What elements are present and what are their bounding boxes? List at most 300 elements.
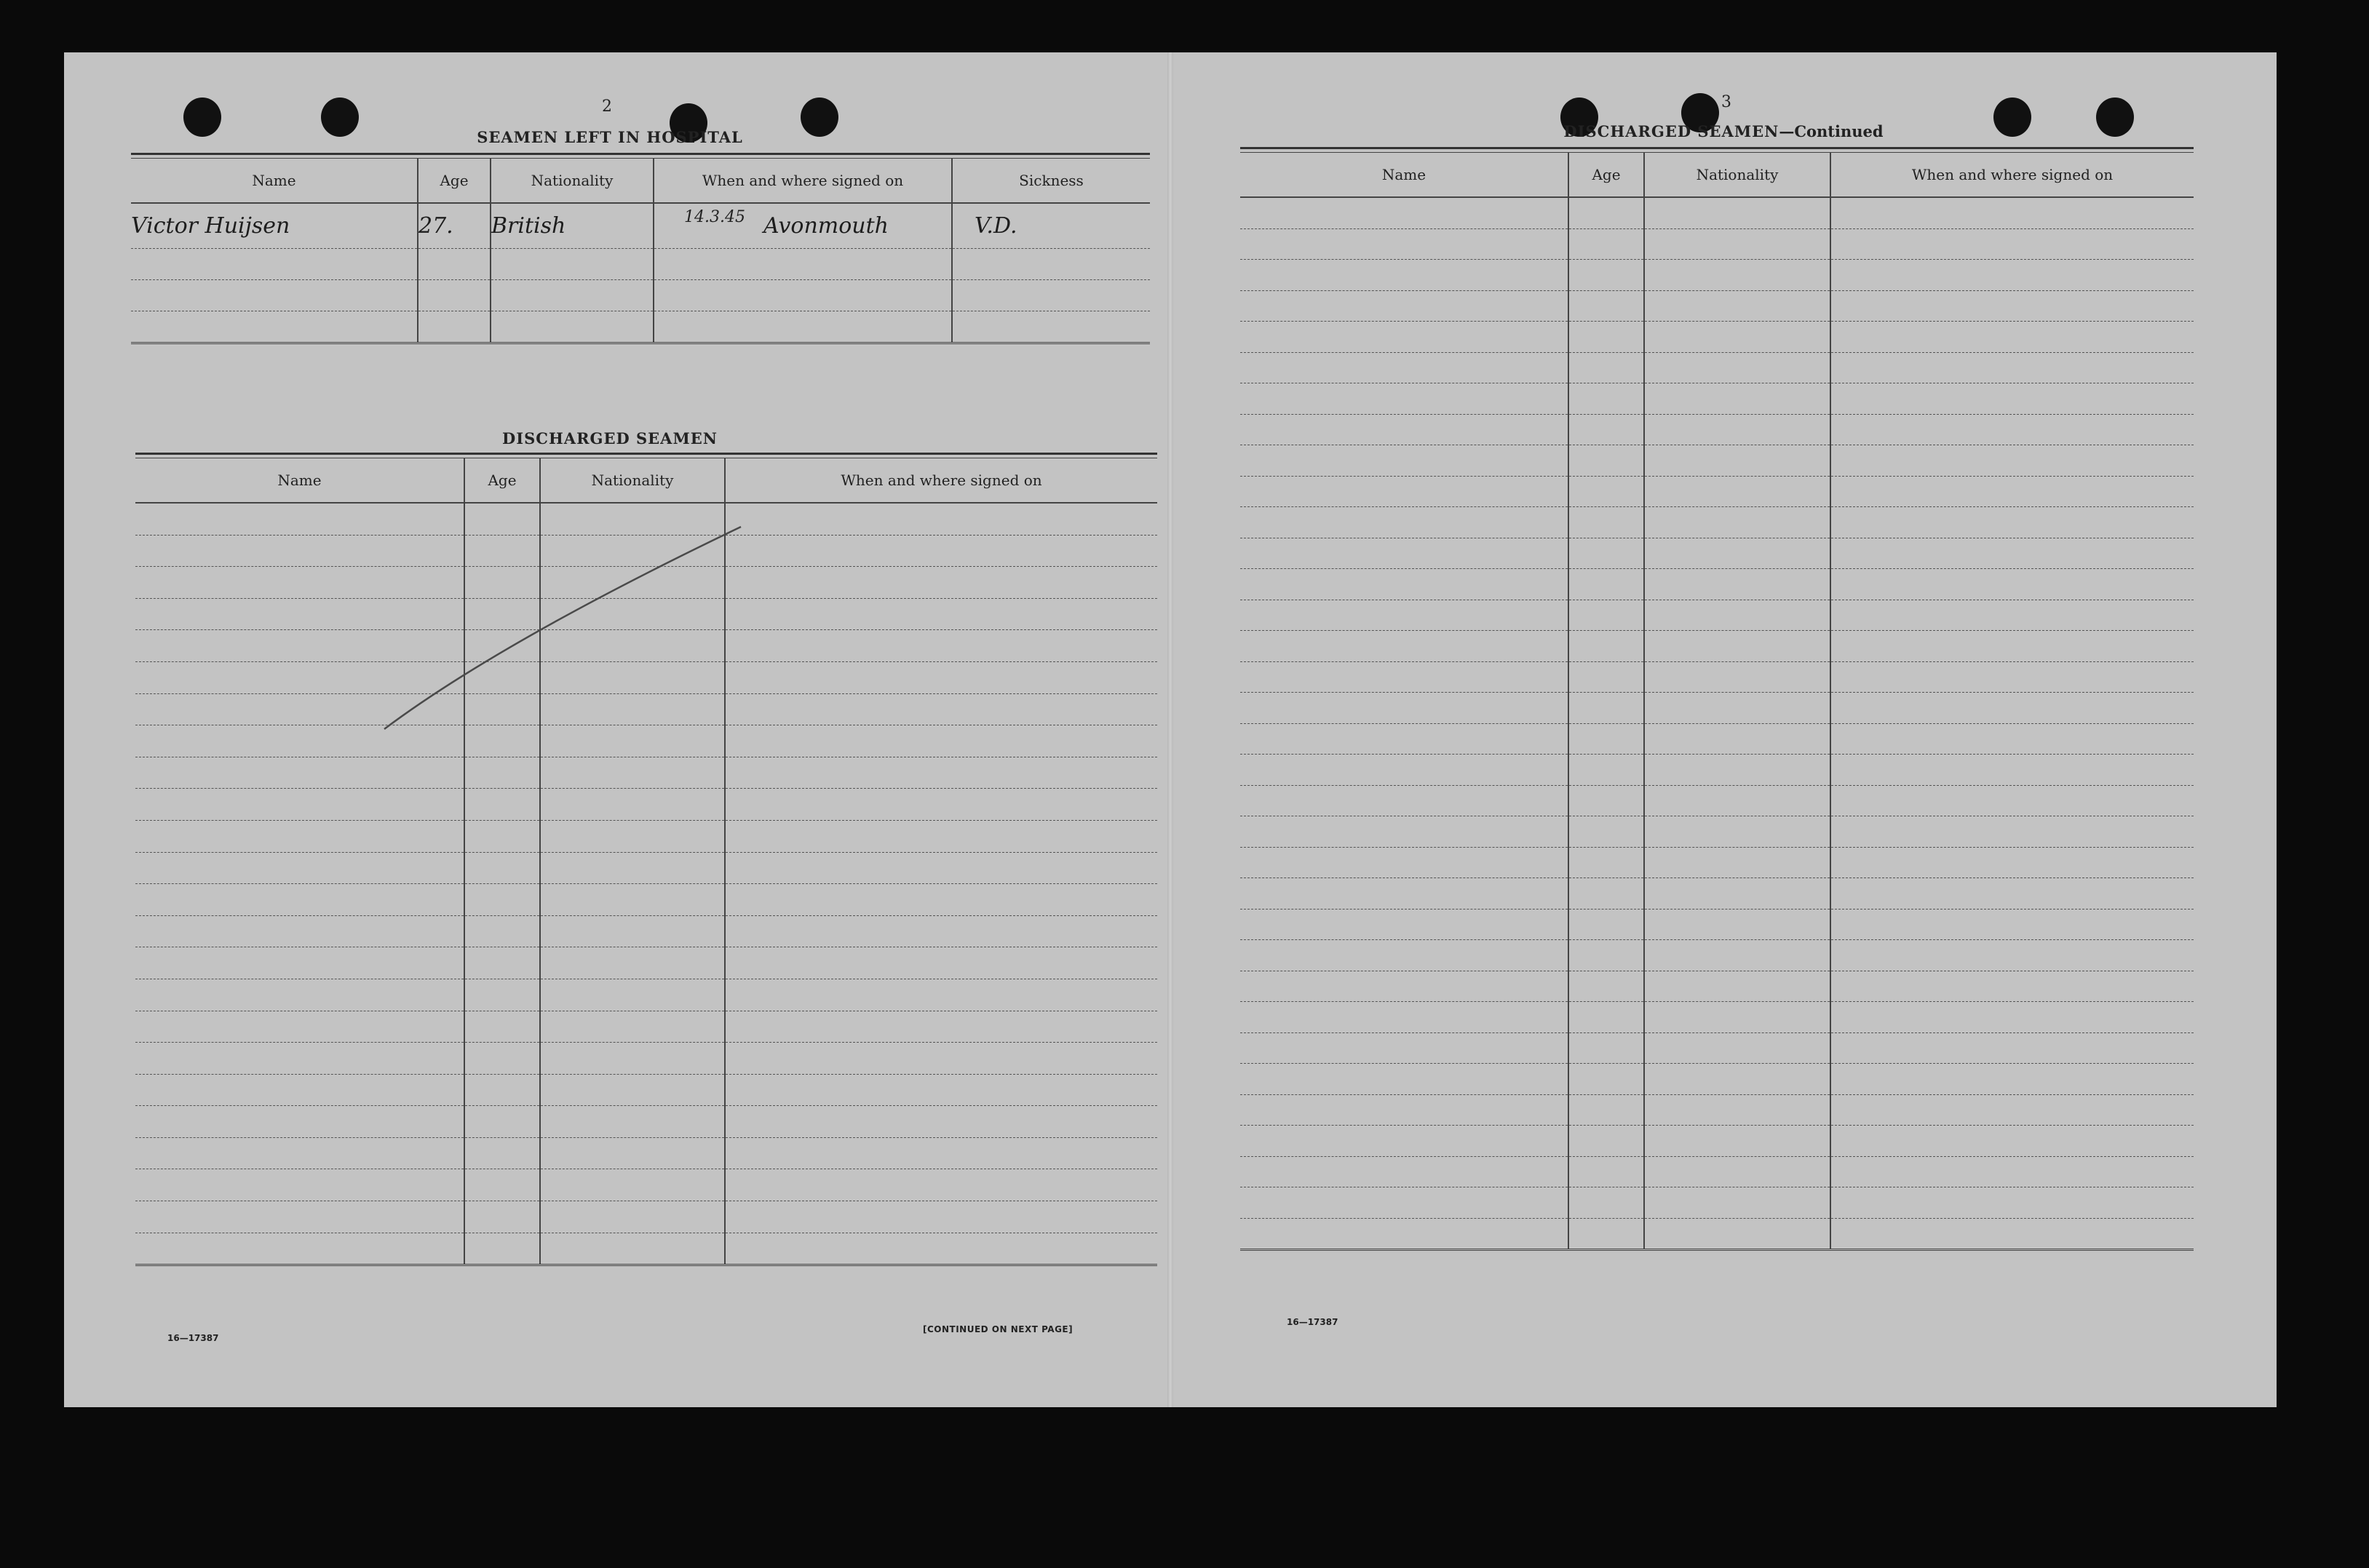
table-cell (135, 852, 464, 884)
table-cell (725, 1074, 1157, 1106)
table-row (135, 947, 1157, 979)
table-cell (1240, 816, 1568, 848)
table-cell (1568, 661, 1644, 693)
table-row (1240, 909, 2194, 940)
table-row (131, 203, 1150, 248)
table-cell (725, 725, 1157, 757)
table-cell (725, 1106, 1157, 1138)
table-cell (1568, 290, 1644, 322)
header-rule (1240, 147, 2194, 149)
table-cell (725, 661, 1157, 693)
table-cell (1830, 290, 2194, 322)
table-cell (1568, 1002, 1644, 1033)
table-cell (1240, 1187, 1568, 1219)
table-cell (135, 1043, 464, 1075)
table-cell (1240, 352, 1568, 383)
cell-age: 27. (418, 203, 491, 248)
table-row (135, 1043, 1157, 1075)
table-cell (1644, 414, 1830, 445)
table-header-row (135, 458, 1157, 503)
table-cell (135, 979, 464, 1011)
cell-signed-on (654, 279, 952, 311)
table-cell (1830, 878, 2194, 910)
table-cell (135, 598, 464, 630)
table-cell (1240, 909, 1568, 940)
punch-hole (801, 97, 838, 137)
table-cell (1568, 723, 1644, 755)
table-cell (464, 1201, 540, 1233)
table-cell (1644, 228, 1830, 260)
table-cell (1240, 383, 1568, 415)
table-row (135, 757, 1157, 789)
table-row (1240, 414, 2194, 445)
table-cell (725, 1011, 1157, 1043)
cell-name (131, 279, 418, 311)
table-cell (1240, 228, 1568, 260)
table-cell (464, 757, 540, 789)
table-row (135, 598, 1157, 630)
table-cell (1568, 693, 1644, 724)
table-cell (1568, 383, 1644, 415)
table-cell (1568, 445, 1644, 477)
table-cell (135, 1169, 464, 1201)
table-cell (540, 567, 725, 599)
table-cell (1830, 197, 2194, 228)
table-row (135, 630, 1157, 662)
table-cell (135, 1233, 464, 1265)
form-number: 16—17387 (1287, 1317, 1338, 1327)
table-cell (725, 1169, 1157, 1201)
section-title-text: DISCHARGED SEAMEN (1563, 122, 1779, 140)
table-cell (725, 852, 1157, 884)
document-sheet (64, 52, 2277, 1407)
table-row (131, 311, 1150, 343)
table-cell (1568, 322, 1644, 353)
table-cell (135, 567, 464, 599)
column-header-age: Age (1568, 153, 1644, 197)
table-cell (1644, 569, 1830, 600)
table-cell (1240, 755, 1568, 786)
table-cell (464, 661, 540, 693)
table-cell (1644, 538, 1830, 569)
table-cell (464, 503, 540, 535)
table-cell (1644, 352, 1830, 383)
table-row (1240, 1064, 2194, 1095)
table-cell (1830, 661, 2194, 693)
table-cell (1568, 538, 1644, 569)
table-cell (135, 1137, 464, 1169)
table-cell (1240, 507, 1568, 538)
table-cell (1568, 909, 1644, 940)
table-cell (1240, 290, 1568, 322)
table-cell (135, 1201, 464, 1233)
punch-hole (183, 97, 221, 137)
table-cell (464, 1011, 540, 1043)
table-cell (1240, 260, 1568, 291)
table-row (135, 1233, 1157, 1265)
table-cell (135, 725, 464, 757)
table-cell (540, 503, 725, 535)
discharged-continued-table (1240, 153, 2194, 1251)
table-row (1240, 322, 2194, 353)
table-cell (725, 598, 1157, 630)
cell-signed-on: Avonmouth (654, 203, 952, 248)
table-cell (1240, 600, 1568, 631)
table-cell (1240, 445, 1568, 477)
table-row (1240, 1002, 2194, 1033)
discharged-table (135, 458, 1157, 1266)
table-cell (135, 503, 464, 535)
cell-name (131, 311, 418, 343)
table-cell (464, 884, 540, 916)
table-row (1240, 352, 2194, 383)
form-number: 16—17387 (167, 1333, 219, 1343)
table-cell (1240, 322, 1568, 353)
table-cell (135, 947, 464, 979)
table-cell (1644, 600, 1830, 631)
table-row (1240, 878, 2194, 910)
table-cell (1830, 1126, 2194, 1157)
column-header-signed-on: When and where signed on (654, 159, 952, 203)
cell-sickness: V.D. (952, 203, 1150, 248)
table-cell (1830, 1156, 2194, 1187)
column-header-signed-on: When and where signed on (725, 458, 1157, 503)
column-header-age: Age (418, 159, 491, 203)
table-row (1240, 631, 2194, 662)
table-cell (464, 630, 540, 662)
table-cell (1644, 507, 1830, 538)
table-cell (1568, 1218, 1644, 1250)
table-row (135, 503, 1157, 535)
table-cell (1568, 847, 1644, 878)
table-cell (1240, 631, 1568, 662)
table-cell (1240, 661, 1568, 693)
table-cell (1644, 755, 1830, 786)
table-cell (135, 1074, 464, 1106)
table-row (1240, 538, 2194, 569)
section-title-discharged-continued (1520, 122, 1927, 140)
table-row (1240, 1032, 2194, 1064)
header-rule (135, 453, 1157, 455)
table-cell (1830, 569, 2194, 600)
table-row (1240, 816, 2194, 848)
table-row (135, 1169, 1157, 1201)
table-cell (1240, 1002, 1568, 1033)
table-row (135, 820, 1157, 852)
punch-hole (1993, 97, 2031, 137)
table-cell (1644, 723, 1830, 755)
table-cell (1240, 785, 1568, 816)
table-row (135, 1011, 1157, 1043)
table-row (1240, 1126, 2194, 1157)
table-cell (1830, 1032, 2194, 1064)
table-cell (464, 1074, 540, 1106)
table-cell (1568, 352, 1644, 383)
table-cell (725, 535, 1157, 567)
table-cell (540, 535, 725, 567)
table-cell (725, 947, 1157, 979)
table-cell (464, 852, 540, 884)
table-cell (1644, 197, 1830, 228)
table-cell (1830, 940, 2194, 971)
table-cell (1830, 352, 2194, 383)
table-cell (1830, 631, 2194, 662)
page-number: 2 (602, 97, 612, 116)
table-cell (1830, 476, 2194, 507)
date-note: 14.3.45 (684, 208, 745, 226)
table-row (135, 1106, 1157, 1138)
table-cell (1830, 723, 2194, 755)
table-cell (1240, 723, 1568, 755)
table-cell (1830, 414, 2194, 445)
cell-signed-on (654, 311, 952, 343)
table-cell (135, 915, 464, 947)
table-cell (1568, 940, 1644, 971)
table-row (135, 915, 1157, 947)
table-cell (540, 1106, 725, 1138)
table-row (1240, 197, 2194, 228)
table-cell (1568, 631, 1644, 662)
left-page (64, 52, 1170, 1407)
table-row (1240, 661, 2194, 693)
table-cell (1644, 1218, 1830, 1250)
table-cell (1568, 878, 1644, 910)
table-cell (1644, 290, 1830, 322)
table-cell (1240, 476, 1568, 507)
table-cell (1644, 785, 1830, 816)
table-cell (1644, 940, 1830, 971)
table-cell (540, 947, 725, 979)
table-cell (540, 757, 725, 789)
cell-sickness (952, 248, 1150, 279)
table-cell (540, 693, 725, 725)
table-cell (1240, 197, 1568, 228)
table-cell (540, 1137, 725, 1169)
table-row (1240, 507, 2194, 538)
cell-nationality (491, 279, 654, 311)
table-cell (1644, 1156, 1830, 1187)
table-cell (464, 1043, 540, 1075)
table-cell (135, 693, 464, 725)
table-cell (464, 947, 540, 979)
table-row (1240, 1156, 2194, 1187)
hospital-table (131, 159, 1150, 344)
table-cell (464, 789, 540, 821)
table-cell (1644, 383, 1830, 415)
table-cell (725, 1043, 1157, 1075)
table-cell (540, 1201, 725, 1233)
table-cell (464, 693, 540, 725)
table-cell (1240, 538, 1568, 569)
table-cell (464, 725, 540, 757)
table-cell (725, 1137, 1157, 1169)
table-cell (135, 1011, 464, 1043)
table-cell (1830, 909, 2194, 940)
table-cell (1240, 971, 1568, 1002)
table-cell (135, 789, 464, 821)
table-cell (540, 852, 725, 884)
table-cell (1830, 1064, 2194, 1095)
table-cell (1644, 847, 1830, 878)
table-cell (1240, 693, 1568, 724)
table-cell (1644, 1064, 1830, 1095)
table-cell (1568, 1126, 1644, 1157)
cell-sickness (952, 311, 1150, 343)
cell-age (418, 279, 491, 311)
table-cell (1644, 445, 1830, 477)
table-row (135, 884, 1157, 916)
table-row (1240, 940, 2194, 971)
table-cell (540, 979, 725, 1011)
table-row (135, 979, 1157, 1011)
table-cell (1644, 1094, 1830, 1126)
table-row (1240, 445, 2194, 477)
table-cell (464, 915, 540, 947)
table-cell (1568, 1032, 1644, 1064)
table-row (1240, 693, 2194, 724)
table-cell (1830, 1218, 2194, 1250)
table-cell (1644, 661, 1830, 693)
table-row (135, 725, 1157, 757)
table-cell (540, 1169, 725, 1201)
cell-nationality: British (491, 203, 654, 248)
cell-nationality (491, 248, 654, 279)
table-row (135, 661, 1157, 693)
table-cell (464, 1169, 540, 1201)
cell-name (131, 248, 418, 279)
table-cell (1240, 847, 1568, 878)
table-cell (1240, 1094, 1568, 1126)
table-cell (1240, 1064, 1568, 1095)
table-cell (135, 1106, 464, 1138)
table-cell (725, 757, 1157, 789)
column-header-name: Name (1240, 153, 1568, 197)
table-cell (1568, 600, 1644, 631)
table-cell (464, 979, 540, 1011)
table-row (1240, 383, 2194, 415)
cell-signed-on (654, 248, 952, 279)
section-title-suffix: —Continued (1779, 122, 1884, 140)
table-cell (464, 535, 540, 567)
table-cell (1644, 631, 1830, 662)
table-row (135, 789, 1157, 821)
table-cell (1830, 322, 2194, 353)
table-cell (135, 535, 464, 567)
table-row (1240, 785, 2194, 816)
table-cell (1830, 383, 2194, 415)
punch-hole (321, 97, 359, 137)
table-row (1240, 847, 2194, 878)
table-cell (1644, 971, 1830, 1002)
table-cell (1240, 1032, 1568, 1064)
table-row (1240, 1218, 2194, 1250)
table-cell (1240, 1218, 1568, 1250)
table-cell (1568, 1094, 1644, 1126)
table-cell (1568, 816, 1644, 848)
table-cell (1568, 1187, 1644, 1219)
page-number: 3 (1721, 93, 1731, 111)
table-cell (1240, 414, 1568, 445)
column-header-sickness: Sickness (952, 159, 1150, 203)
table-cell (540, 1011, 725, 1043)
table-cell (1568, 1064, 1644, 1095)
table-cell (1830, 445, 2194, 477)
table-cell (540, 630, 725, 662)
table-cell (725, 1201, 1157, 1233)
table-row (131, 279, 1150, 311)
table-cell (540, 1233, 725, 1265)
table-cell (1830, 1187, 2194, 1219)
table-row (135, 693, 1157, 725)
table-cell (725, 820, 1157, 852)
table-cell (1830, 1094, 2194, 1126)
table-cell (1644, 1032, 1830, 1064)
table-row (1240, 228, 2194, 260)
table-cell (464, 1106, 540, 1138)
table-row (135, 535, 1157, 567)
cell-name: Victor Huijsen (131, 203, 418, 248)
right-page (1170, 52, 2277, 1407)
table-cell (1644, 1002, 1830, 1033)
table-cell (725, 979, 1157, 1011)
table-cell (1830, 600, 2194, 631)
table-cell (540, 661, 725, 693)
table-cell (1568, 755, 1644, 786)
table-cell (1830, 755, 2194, 786)
table-cell (725, 693, 1157, 725)
section-title-discharged: DISCHARGED SEAMEN (502, 429, 718, 447)
table-row (1240, 600, 2194, 631)
table-cell (1644, 816, 1830, 848)
table-cell (1830, 847, 2194, 878)
table-cell (1830, 785, 2194, 816)
table-cell (1568, 785, 1644, 816)
table-cell (1240, 940, 1568, 971)
table-cell (464, 1137, 540, 1169)
table-cell (1568, 507, 1644, 538)
table-row (1240, 971, 2194, 1002)
table-row (135, 1074, 1157, 1106)
table-cell (464, 567, 540, 599)
table-row (1240, 290, 2194, 322)
table-row (135, 567, 1157, 599)
table-cell (1644, 1126, 1830, 1157)
table-cell (540, 598, 725, 630)
cell-nationality (491, 311, 654, 343)
table-cell (135, 757, 464, 789)
table-cell (725, 789, 1157, 821)
table-row (1240, 569, 2194, 600)
table-row (135, 852, 1157, 884)
table-cell (1568, 260, 1644, 291)
table-cell (1568, 197, 1644, 228)
section-title-hospital: SEAMEN LEFT IN HOSPITAL (477, 128, 743, 146)
cell-age (418, 311, 491, 343)
column-header-nationality: Nationality (1644, 153, 1830, 197)
table-cell (1830, 693, 2194, 724)
cell-sickness (952, 279, 1150, 311)
table-row (135, 1137, 1157, 1169)
table-cell (1644, 909, 1830, 940)
table-cell (540, 1043, 725, 1075)
table-cell (1644, 878, 1830, 910)
continued-note: [CONTINUED ON NEXT PAGE] (923, 1324, 1074, 1334)
table-cell (540, 789, 725, 821)
table-cell (1830, 1002, 2194, 1033)
table-row (135, 1201, 1157, 1233)
table-cell (1568, 228, 1644, 260)
table-cell (1568, 414, 1644, 445)
